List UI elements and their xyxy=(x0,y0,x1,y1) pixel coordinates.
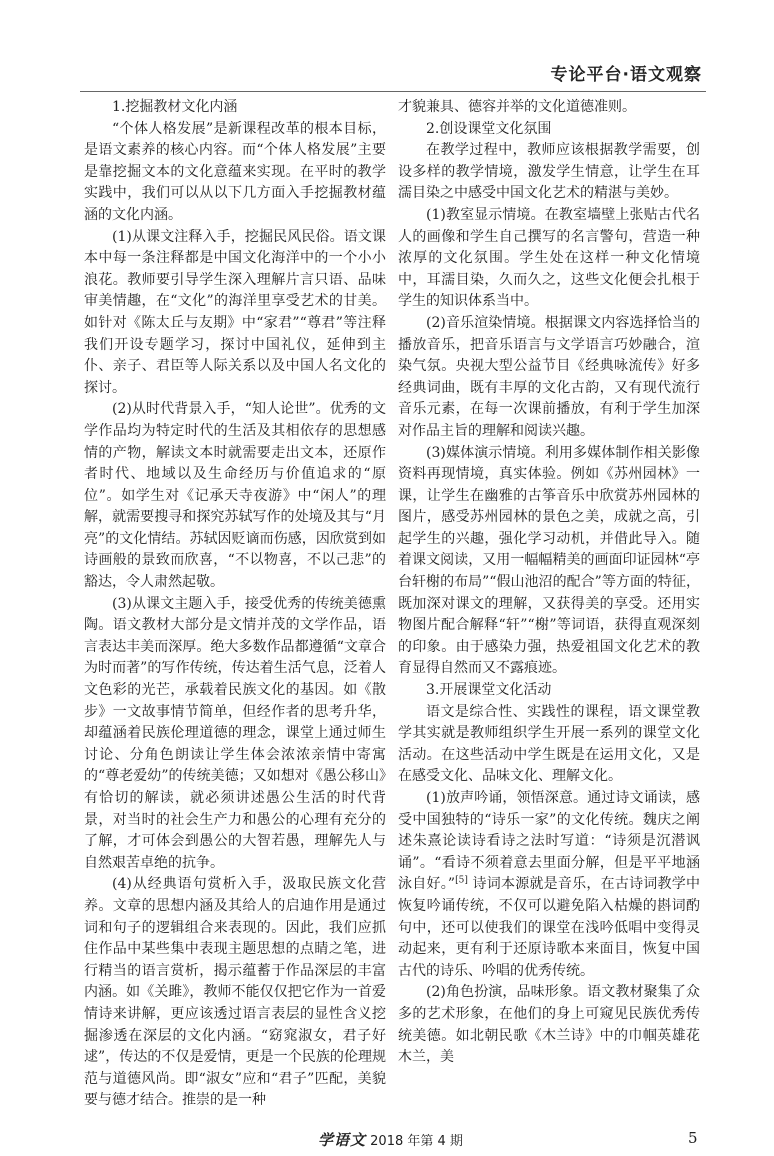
paragraph: 语文是综合性、实践性的课程，语文课堂教学其实就是教师组织学生开展一系列的课堂文化活动。在这些活动中学生既是在运用文化，又是在感受文化、品味文化、理解文化。 xyxy=(398,703,700,785)
paragraph: (1)教室显示情境。在教室墙壁上张贴古代名人的画像和学生自己撰写的名言警句，营造一种浓厚的文化氛围。学生处在这样一种文化情境中，耳濡目染，久而久之，这些文化便会扎根于学生的知识体系当中。 xyxy=(398,206,700,310)
paragraph: 在教学过程中，教师应该根据教学需要，创设多样的教学情境，激发学生情意，让学生在耳濡目染之中感受中国文化艺术的精湛与美妙。 xyxy=(398,142,700,202)
paragraph-text: (1)放声吟诵，领悟深意。通过诗文诵读，感受中国独特的“诗乐一家”的文化传统。魏庆之阐述朱熹论读诗看诗之法时写道：“诗须是沉潜讽诵”。“看诗不须着意去里面分解，但是平平地涵泳自好。” xyxy=(398,790,700,893)
section-heading: 1.挖掘教材文化内涵 xyxy=(112,99,238,115)
article-body xyxy=(84,97,700,1112)
paragraph: (3)媒体演示情境。利用多媒体制作相关影像资料再现情境，真实体验。例如《苏州园林》一课，让学生在幽雅的古筝音乐中欣赏苏州园林的图片，感受苏州园林的景色之美，成就之高，引起学生的兴趣，强化学习动机，并借此导入。随着课文阅读，又用一幅幅精美的画面印证园林“亭台轩榭的布局”“假山池沼的配合”等方面的特征，既加深对课文的理解，又获得美的享受。还用实物图片配合解释“轩”“榭”等词语，获得直观深刻的印象。由于感染力强，热爱祖国文化艺术的教育显得自然而又不露痕迹。 xyxy=(398,444,700,677)
header-divider xyxy=(80,91,706,92)
section-heading: 2.创设课堂文化氛围 xyxy=(426,120,552,137)
paragraph: (2)从时代背景入手，“知人论世”。优秀的文学作品均为特定时代的生活及其相依存的思想感情的产物，解读文本时就需要走出文本，还原作者时代、地域以及生命经历与价值追求的“原位”。如学生对《记承天寺夜游》中“闲人”的理解，就需要搜寻和探究苏轼写作的处境及其与“月亮”的文化情结。苏轼因贬谪而伤感，因欣赏到如诗画般的景致而欣喜，“不以物喜，不以己悲”的豁达，令人肃然起敬。 xyxy=(84,401,386,591)
page-number: 5 xyxy=(688,1128,698,1147)
paragraph xyxy=(398,788,700,982)
paragraph: (3)从课文主题入手，接受优秀的传统美德熏陶。语文教材大部分是文情并茂的文学作品，语言表达丰美而深厚。绝大多数作品都遵循“文章合为时而著”的写作传统，传达着生活气息，泛着人文色彩的光芒，承载着民族文化的基因。如《散步》一文故事情节简单，但经作者的思考升华，却蕴涵着民族伦理道德的理念，课堂上通过师生讨论、分角色朗读让学生体会浓浓亲情中寄寓的“尊老爱幼”的传统美德；又如想对《愚公移山》有恰切的解读，就必须讲述愚公生活的时代背景，对当时的社会生产力和愚公的心理有充分的了解，才可体会到愚公的大智若愚，理解先人与自然艰苦卓绝的抗争。 xyxy=(84,595,386,871)
journal-name: 学语文 xyxy=(318,1130,367,1149)
citation-marker: [5] xyxy=(455,875,468,886)
paragraph-continuation: 才貌兼具、德容并举的文化道德准则。 xyxy=(398,99,636,115)
issue-label: 2018 年第 4 期 xyxy=(370,1133,463,1149)
paragraph: (2)角色扮演，品味形象。语文教材聚集了众多的艺术形象，在他们的身上可窥见民族优秀传统美德。如北朝民歌《木兰诗》中的巾帼英雄花木兰，美 xyxy=(398,984,700,1066)
section-title: 专论平台·语文观察 xyxy=(550,65,702,85)
journal-info xyxy=(318,1130,463,1152)
right-column xyxy=(398,97,700,1069)
paragraph: “个体人格发展”是新课程改革的根本目标，是语文素养的核心内容。而“个体人格发展”主要是靠挖掘文本的文化意蕴来实现。在平时的教学实践中，我们可以从以下几方面入手挖掘教材蕴涵的文化内涵。 xyxy=(84,120,386,223)
page-footer xyxy=(0,1126,774,1156)
section-heading: 3.开展课堂文化活动 xyxy=(426,682,552,699)
page-header xyxy=(0,0,774,97)
paragraph-text: 诗词本源就是音乐，在古诗词教学中恢复吟诵传统，不仅可以避免陷入枯燥的斟词酌句中，还可以使我们的课堂在浅吟低唱中变得灵动起来，更有利于还原诗歌本来面目，恢复中国古代的诗乐、吟唱的优秀传统。 xyxy=(398,876,700,979)
left-column xyxy=(84,97,386,1112)
paragraph: (2)音乐渲染情境。根据课文内容选择恰当的播放音乐，把音乐语言与文学语言巧妙融合，渲染气氛。央视大型公益节目《经典咏流传》好多经典词曲，既有丰厚的文化古韵，又有现代流行音乐元素，在每一次课前播放，有利于学生加深对作品主旨的理解和阅读兴趣。 xyxy=(398,314,700,439)
paragraph: (4)从经典语句赏析入手，汲取民族文化营养。文章的思想内涵及其给人的启迪作用是通过词和句子的逻辑组合来表现的。因此，我们应抓住作品中某些集中表现主题思想的点睛之笔，进行精当的语言赏析，揭示蕴蓄于作品深层的丰富内涵。如《关雎》，教师不能仅仅把它作为一首爱情诗来讲解，更应该透过语言表层的显性含义挖掘渗透在深层的文化内涵。“窈窕淑女，君子好逑”，传达的不仅是爱情，更是一个民族的伦理规范与道德风尚。即“淑女”应和“君子”匹配，美貌要与德才结合。推崇的是一种 xyxy=(84,876,386,1109)
paragraph: (1)从课文注释入手，挖掘民风民俗。语文课本中每一条注释都是中国文化海洋中的一个小小浪花。教师要引导学生深入理解片言只语、品味审美情趣，在“文化”的海洋里享受艺术的甘美。如针对《陈太丘与友期》中“家君”“尊君”等注释我们开设专题学习，探讨中国礼仪，延伸到主仆、亲子、君臣等人际关系以及中国人名文化的探讨。 xyxy=(84,228,386,396)
